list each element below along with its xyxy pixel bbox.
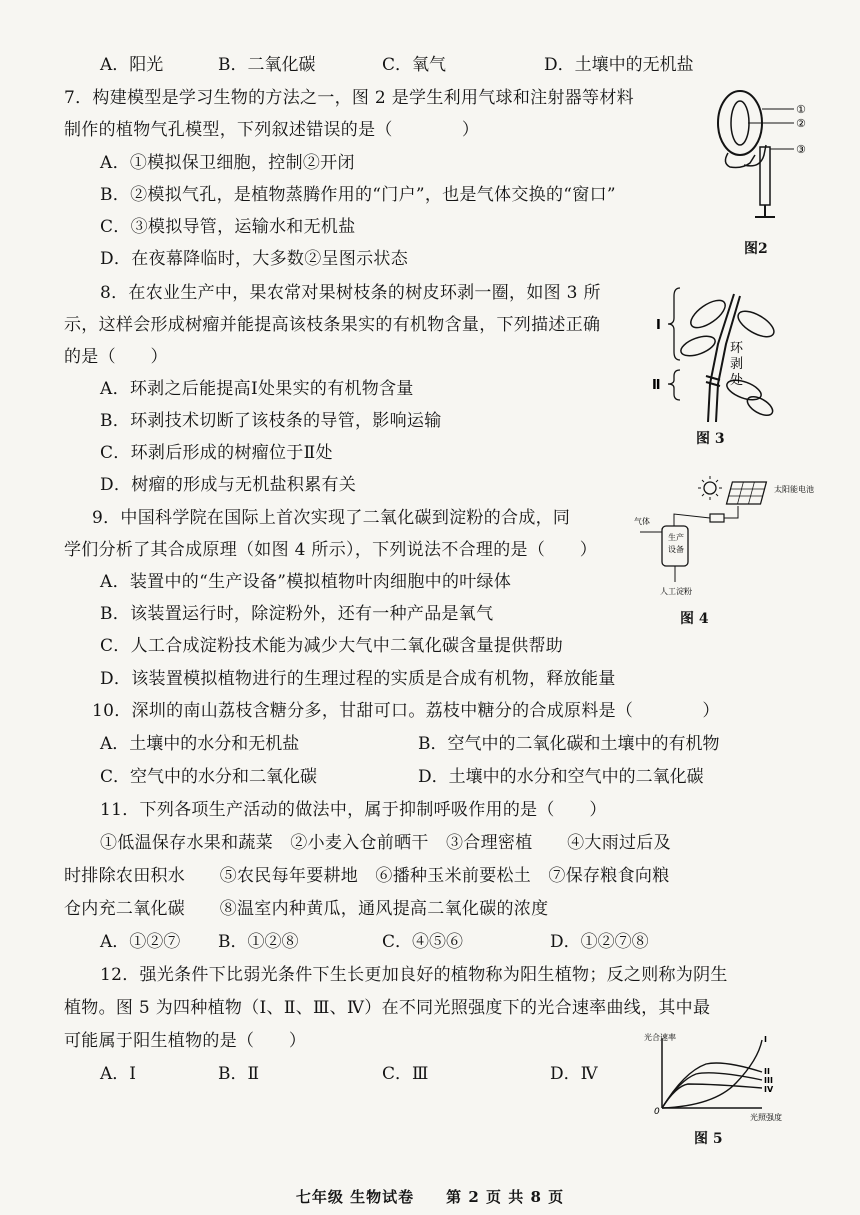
fig3-label-bo: 剥 [730,357,744,372]
q8-option-b: B．环剥技术切断了该枝条的导管，影响运输 [100,411,442,431]
q7-stem-line-2: 制作的植物气孔模型，下列叙述错误的是（ ） [64,120,480,140]
q12-option-a: A．Ⅰ [100,1064,136,1084]
q6-option-c: C．氧气 [382,55,447,75]
girdling-branch-figure [648,284,788,424]
fig5-origin: 0 [654,1107,660,1117]
q11-stem: 11．下列各项生产活动的做法中，属于抑制呼吸作用的是（ ） [100,800,607,820]
figure-3-caption: 图 3 [696,431,725,447]
fig5-label-i: I [764,1035,767,1044]
q11-option-b: B．①②⑧ [218,932,299,952]
q7-option-a: A．①模拟保卫细胞，控制②开闭 [100,153,355,173]
fig3-label-huan: 环 [730,341,744,356]
q11-option-d: D．①②⑦⑧ [550,932,649,952]
starch-synthesis-figure [634,476,814,600]
stoma-model-figure [700,85,810,235]
q6-option-d: D．土壤中的无机盐 [544,55,694,75]
fig5-label-ii: II [764,1067,770,1076]
q11-option-c: C．④⑤⑥ [382,932,464,952]
q9-stem-line-2: 学们分析了其合成原理（如图 4 所示），下列说法不合理的是（ ） [64,540,598,560]
q12-option-d: D．Ⅳ [550,1064,598,1084]
q9-option-c: C．人工合成淀粉技术能为减少大气中二氧化碳含量提供帮助 [100,636,564,656]
q7-option-c: C．③模拟导管，运输水和无机盐 [100,217,356,237]
q12-option-c: C．Ⅲ [382,1064,429,1084]
fig4-label-solar: 太阳能电池 [774,485,814,494]
q10-option-a: A．土壤中的水分和无机盐 [100,734,300,754]
fig2-label-1: ① [796,103,806,116]
fig2-label-2: ② [796,117,806,130]
q11-item-line-3: 仓内充二氧化碳 ⑧温室内种黄瓜，通风提高二氧化碳的浓度 [64,899,549,919]
q7-option-d: D．在夜幕降临时，大多数②呈图示状态 [100,249,409,269]
figure-5-caption: 图 5 [694,1131,723,1147]
figure-4-caption: 图 4 [680,611,709,627]
fig5-curve-i [662,1040,762,1108]
figure-2-caption: 图2 [744,241,768,257]
q7-stem-line-1: 7．构建模型是学习生物的方法之一，图 2 是学生利用气球和注射器等材料 [64,88,634,108]
q9-stem-line-1: 9．中国科学院在国际上首次实现了二氧化碳到淀粉的合成，同 [92,508,571,528]
q8-stem-line-3: 的是（ ） [64,347,168,367]
q11-item-line-1: ①低温保存水果和蔬菜 ②小麦入仓前晒干 ③合理密植 ④大雨过后及 [100,833,671,853]
q6-option-b: B．二氧化碳 [218,55,316,75]
q7-option-b: B．②模拟气孔，是植物蒸腾作用的“门户”，也是气体交换的“窗口” [100,185,616,205]
q10-option-d: D．土壤中的水分和空气中的二氧化碳 [418,767,704,787]
q11-item-line-2: 时排除农田积水 ⑤农民每年要耕地 ⑥播种玉米前要松土 ⑦保存粮食向粮 [64,866,670,886]
fig2-label-3: ③ [796,143,806,156]
fig3-label-chu: 处 [730,373,744,388]
q12-stem-line-1: 12．强光条件下比弱光条件下生长更加良好的植物称为阳生植物；反之则称为阴生 [100,965,728,985]
fig4-label-production: 生产 [668,533,684,542]
fig5-label-iii: III [764,1076,773,1085]
q8-option-d: D．树瘤的形成与无机盐积累有关 [100,475,357,495]
q9-option-b: B．该装置运行时，除淀粉外，还有一种产品是氧气 [100,604,494,624]
q8-stem-line-2: 示，这样会形成树瘤并能提高该枝条果实的有机物含量，下列描述正确 [64,315,601,335]
q12-stem-line-3: 可能属于阳生植物的是（ ） [64,1031,307,1051]
photosynthesis-rate-chart [644,1028,804,1124]
q8-stem-line-1: 8．在农业生产中，果农常对果树枝条的树皮环剥一圈，如图 3 所 [100,283,601,303]
q10-stem: 10．深圳的南山荔枝含糖分多，甘甜可口。荔枝中糖分的合成原料是（ ） [92,701,720,721]
q12-stem-line-2: 植物。图 5 为四种植物（Ⅰ、Ⅱ、Ⅲ、Ⅳ）在不同光照强度下的光合速率曲线，其中最 [64,998,711,1018]
q9-option-d: D．该装置模拟植物进行的生理过程的实质是合成有机物，释放能量 [100,669,616,689]
fig5-xlabel: 光照强度 [750,1113,782,1122]
fig3-label-ii: Ⅱ [652,378,661,393]
q9-option-a: A．装置中的“生产设备”模拟植物叶肉细胞中的叶绿体 [100,572,512,592]
q10-option-c: C．空气中的水分和二氧化碳 [100,767,318,787]
q12-option-b: B．Ⅱ [218,1064,260,1084]
fig5-ylabel: 光合速率 [644,1033,676,1042]
q8-option-c: C．环剥后形成的树瘤位于Ⅱ处 [100,443,333,463]
fig5-label-iv: IV [764,1085,774,1094]
q6-option-a: A．阳光 [100,55,164,75]
q11-option-a: A．①②⑦ [100,932,181,952]
fig4-label-gas: 气体 [634,517,650,526]
page-footer: 七年级 生物试卷 第 2 页 共 8 页 [295,1188,565,1206]
fig4-label-starch: 人工淀粉 [660,587,692,596]
q8-option-a: A．环剥之后能提高Ⅰ处果实的有机物含量 [100,379,414,399]
fig4-label-equipment: 设备 [668,545,684,554]
fig3-label-i: Ⅰ [656,318,661,333]
q10-option-b: B．空气中的二氧化碳和土壤中的有机物 [418,734,720,754]
